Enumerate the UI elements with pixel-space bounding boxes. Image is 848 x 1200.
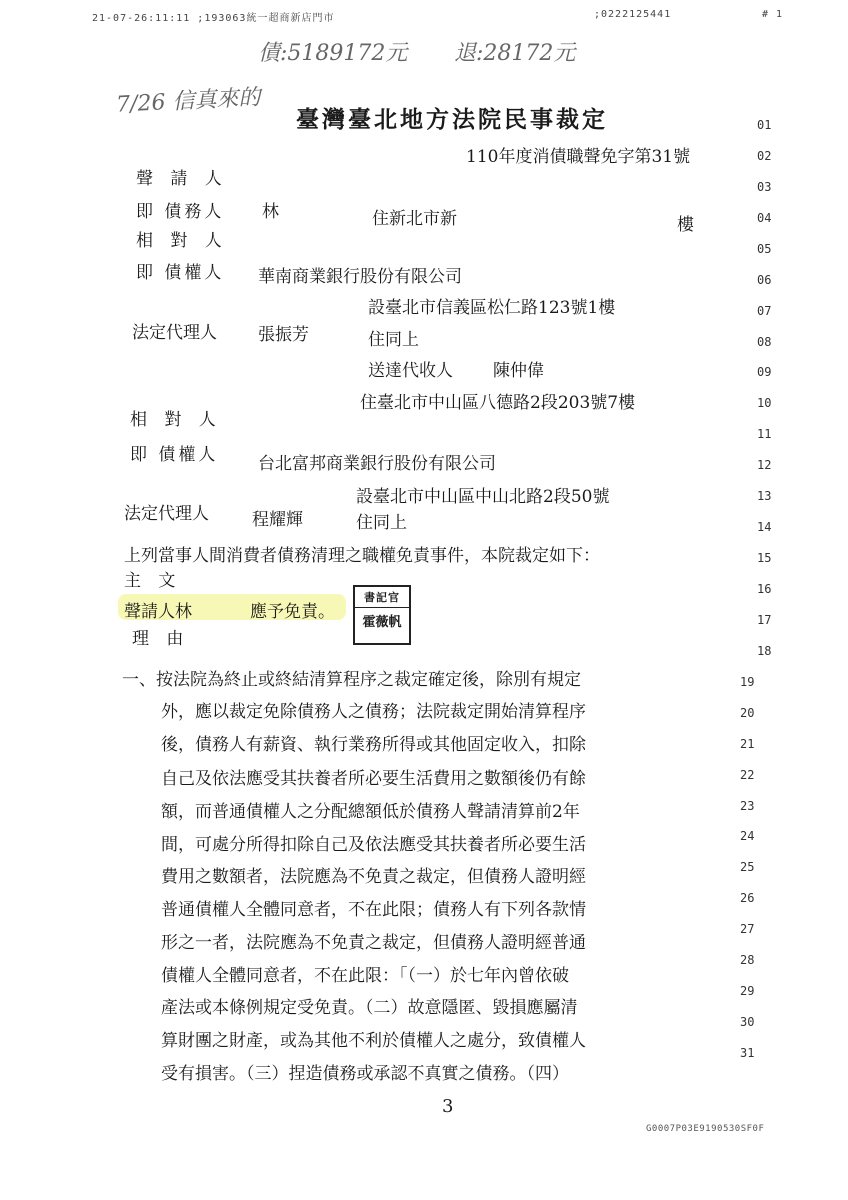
line-number: 24 — [740, 829, 755, 843]
applicant-label: 聲 請 人 — [136, 169, 228, 189]
case-number: 110年度消債職聲免字第31號 — [466, 147, 691, 167]
reason-line: 受有損害。（三）捏造債務或承認不真實之債務。（四） — [161, 1064, 569, 1084]
fax-header-right: ;0222125441 — [594, 9, 672, 20]
creditor-2-label: 即 債權人 — [130, 445, 219, 465]
line-number: 17 — [757, 613, 772, 627]
reason-line: 算財團之財產，或為其他不利於債權人之處分，致債權人 — [161, 1031, 586, 1051]
rep-1-address: 住同上 — [368, 330, 419, 350]
line-number: 02 — [757, 149, 772, 163]
handwritten-debt-note: 債:5189172元 — [258, 41, 408, 66]
line-number: 23 — [740, 799, 755, 813]
main-heading: 主 文 — [124, 571, 182, 591]
rep-1-name: 張振芳 — [258, 325, 309, 345]
creditor-1-address: 設臺北市信義區松仁路123號1樓 — [368, 298, 616, 318]
debtor-address-end: 樓 — [677, 215, 694, 235]
line-number: 04 — [757, 211, 772, 225]
line-number: 16 — [757, 582, 772, 596]
line-number: 07 — [757, 304, 772, 318]
page-number: 3 — [442, 1096, 454, 1117]
reason-line: 形之一者，法院應為不免責之裁定，但債務人證明經普通 — [161, 933, 586, 953]
page-title: 臺灣臺北地方法院民事裁定 — [296, 106, 608, 133]
stamp-title: 書記官 — [355, 589, 409, 608]
ruling-name: 聲請人林 — [124, 602, 192, 622]
line-number: 18 — [757, 644, 772, 658]
reason-line: 費用之數額者，法院應為不免責之裁定，但債務人證明經 — [161, 867, 586, 887]
reason-heading: 理 由 — [132, 629, 190, 649]
rep-2-label: 法定代理人 — [124, 504, 209, 524]
line-number: 09 — [757, 365, 772, 379]
reason-line: 自己及依法應受其扶養者所必要生活費用之數額後仍有餘 — [161, 769, 586, 789]
counterparty-1-label: 相 對 人 — [136, 231, 228, 251]
line-number: 10 — [757, 396, 772, 410]
reason-line: 一、按法院為終止或終結清算程序之裁定確定後，除別有規定 — [122, 670, 581, 690]
line-number: 11 — [757, 427, 772, 441]
line-number: 31 — [740, 1046, 755, 1060]
line-number: 05 — [757, 242, 772, 256]
line-number: 01 — [757, 118, 772, 132]
rep-2-name: 程耀輝 — [252, 510, 303, 530]
counterparty-2-label: 相 對 人 — [130, 410, 222, 430]
line-number: 28 — [740, 953, 755, 967]
line-number: 06 — [757, 273, 772, 287]
intro-text: 上列當事人間消費者債務清理之職權免責事件，本院裁定如下： — [124, 546, 600, 566]
line-number: 22 — [740, 768, 755, 782]
line-number: 25 — [740, 860, 755, 874]
handwritten-refund-note: 退:28172元 — [454, 41, 576, 66]
line-number: 27 — [740, 922, 755, 936]
line-number: 14 — [757, 520, 772, 534]
reason-line: 後，債務人有薪資、執行業務所得或其他固定收入，扣除 — [161, 735, 586, 755]
line-number: 26 — [740, 891, 755, 905]
line-number: 13 — [757, 489, 772, 503]
line-number: 19 — [740, 675, 755, 689]
creditor-2-address: 設臺北市中山區中山北路2段50號 — [356, 487, 610, 507]
rep-1-label: 法定代理人 — [132, 323, 217, 343]
handwritten-fax-note: 7/26 信真來的 — [115, 85, 262, 118]
agent-label: 送達代收人 — [368, 361, 453, 381]
debtor-label: 即 債務人 — [136, 202, 225, 222]
rep-2-address: 住同上 — [356, 513, 407, 533]
stamp-name: 霍薇帆 — [362, 615, 402, 630]
line-number: 03 — [757, 180, 772, 194]
line-number: 30 — [740, 1015, 755, 1029]
reason-line: 額，而普通債權人之分配總額低於債務人聲請清算前2年 — [161, 802, 580, 822]
fax-header-left: 21-07-26:11:11 ;193063統一超商新店門市 — [92, 13, 335, 24]
reason-line: 產法或本條例規定受免責。（二）故意隱匿、毀損應屬清 — [161, 998, 578, 1018]
fax-page-marker: # 1 — [762, 9, 784, 20]
reason-line: 外，應以裁定免除債務人之債務；法院裁定開始清算程序 — [161, 702, 586, 722]
line-number: 20 — [740, 706, 755, 720]
footer-code: G0007P03E9190530SF0F — [646, 1124, 765, 1134]
ruling-text: 應予免責。 — [250, 602, 335, 622]
reason-line: 債權人全體同意者，不在此限：「（一）於七年內曾依破 — [161, 966, 569, 986]
line-number: 15 — [757, 551, 772, 565]
debtor-address: 住新北市新 — [372, 209, 457, 229]
clerk-stamp — [353, 585, 411, 645]
line-number: 29 — [740, 984, 755, 998]
debtor-name: 林 — [262, 202, 279, 222]
agent-address: 住臺北市中山區八德路2段203號7樓 — [360, 393, 636, 413]
creditor-2-name: 台北富邦商業銀行股份有限公司 — [258, 454, 496, 474]
line-number: 12 — [757, 458, 772, 472]
creditor-1-label: 即 債權人 — [136, 263, 225, 283]
line-number: 08 — [757, 335, 772, 349]
creditor-1-name: 華南商業銀行股份有限公司 — [258, 267, 462, 287]
agent-name: 陳仲偉 — [493, 361, 544, 381]
line-number: 21 — [740, 737, 755, 751]
reason-line: 間，可處分所得扣除自己及依法應受其扶養者所必要生活 — [161, 835, 586, 855]
reason-line: 普通債權人全體同意者，不在此限；債務人有下列各款情 — [161, 900, 586, 920]
